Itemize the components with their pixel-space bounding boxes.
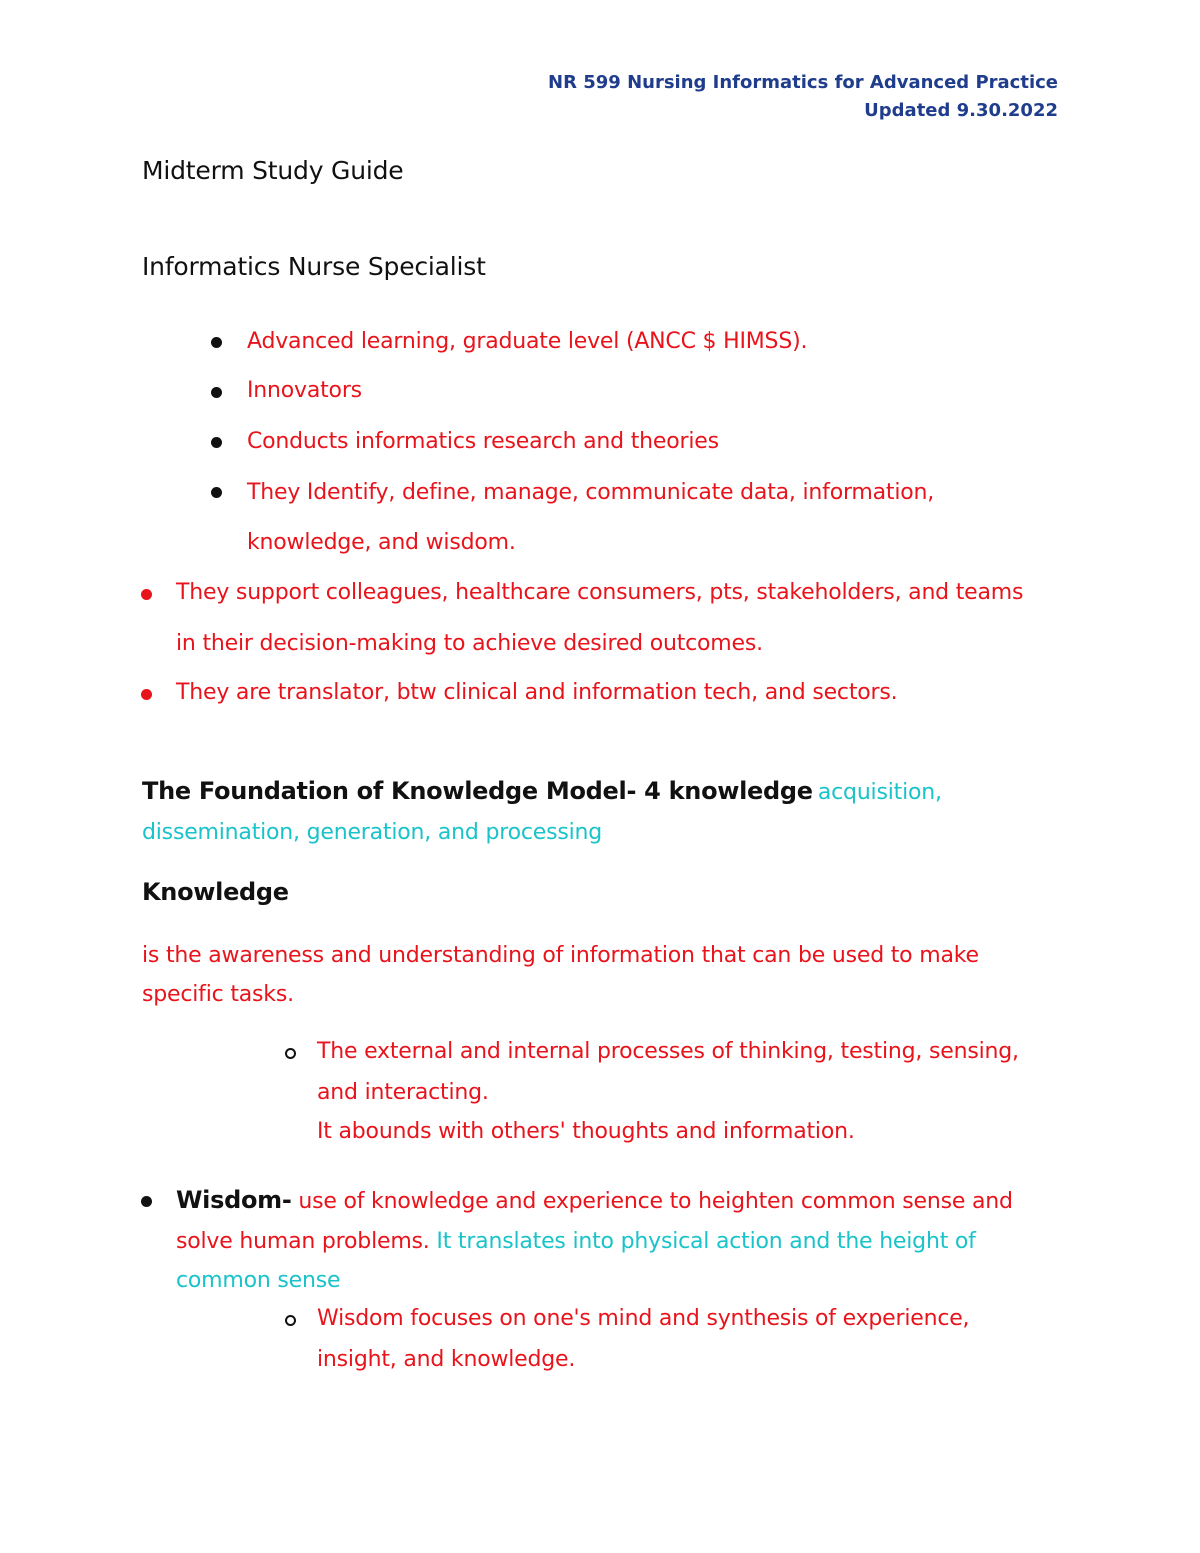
list-item: Advanced learning, graduate level (ANCC $ HIMSS). — [247, 329, 808, 354]
list-item: Conducts informatics research and theories — [247, 429, 719, 454]
list-item-continuation: knowledge, and wisdom. — [247, 530, 516, 555]
updated-date: Updated 9.30.2022 — [864, 100, 1058, 121]
sub-bullet-icon — [285, 1048, 296, 1059]
wisdom-translation-continuation: common sense — [176, 1268, 341, 1293]
knowledge-definition: is the awareness and understanding of information that can be used to make — [142, 943, 979, 968]
bullet-icon — [211, 487, 222, 498]
bullet-icon — [211, 387, 222, 398]
list-item: They Identify, define, manage, communicate data, information, — [247, 480, 935, 505]
wisdom-line2 — [176, 1229, 976, 1254]
foundation-model-tail: acquisition, — [817, 780, 942, 805]
bullet-icon — [141, 1196, 152, 1207]
section-heading-informatics-nurse-specialist: Informatics Nurse Specialist — [142, 252, 486, 281]
list-item: They are translator, btw clinical and information tech, and sectors. — [176, 680, 898, 705]
bullet-icon — [141, 589, 152, 600]
knowledge-definition-continuation: specific tasks. — [142, 982, 294, 1007]
foundation-model-line2: dissemination, generation, and processing — [142, 820, 603, 845]
sub-list-item-continuation: and interacting. — [317, 1080, 489, 1105]
foundation-model-title: The Foundation of Knowledge Model- 4 knowledge — [142, 777, 813, 805]
sub-bullet-icon — [285, 1315, 296, 1326]
wisdom-term: Wisdom- — [176, 1186, 292, 1214]
sub-list-item-continuation: insight, and knowledge. — [317, 1347, 576, 1372]
sub-list-item: The external and internal processes of thinking, testing, sensing, — [317, 1039, 1019, 1064]
list-item-continuation: in their decision-making to achieve desired outcomes. — [176, 631, 763, 656]
list-item: Innovators — [247, 378, 362, 403]
bullet-icon — [211, 437, 222, 448]
wisdom-translation: It translates into physical action and the height of — [429, 1229, 976, 1254]
sub-list-item: Wisdom focuses on one's mind and synthesis of experience, — [317, 1306, 970, 1331]
wisdom-item — [176, 1186, 1013, 1214]
sub-list-item-continuation: It abounds with others' thoughts and information. — [317, 1119, 855, 1144]
bullet-icon — [141, 689, 152, 700]
page-title: Midterm Study Guide — [142, 156, 404, 185]
wisdom-definition-continuation: solve human problems. — [176, 1229, 430, 1254]
foundation-model-heading — [142, 777, 942, 805]
bullet-icon — [211, 337, 222, 348]
wisdom-definition: use of knowledge and experience to heighten common sense and — [291, 1189, 1013, 1214]
list-item: They support colleagues, healthcare consumers, pts, stakeholders, and teams — [176, 580, 1024, 605]
course-title: NR 599 Nursing Informatics for Advanced Practice — [548, 72, 1058, 93]
section-heading-knowledge: Knowledge — [142, 878, 289, 906]
